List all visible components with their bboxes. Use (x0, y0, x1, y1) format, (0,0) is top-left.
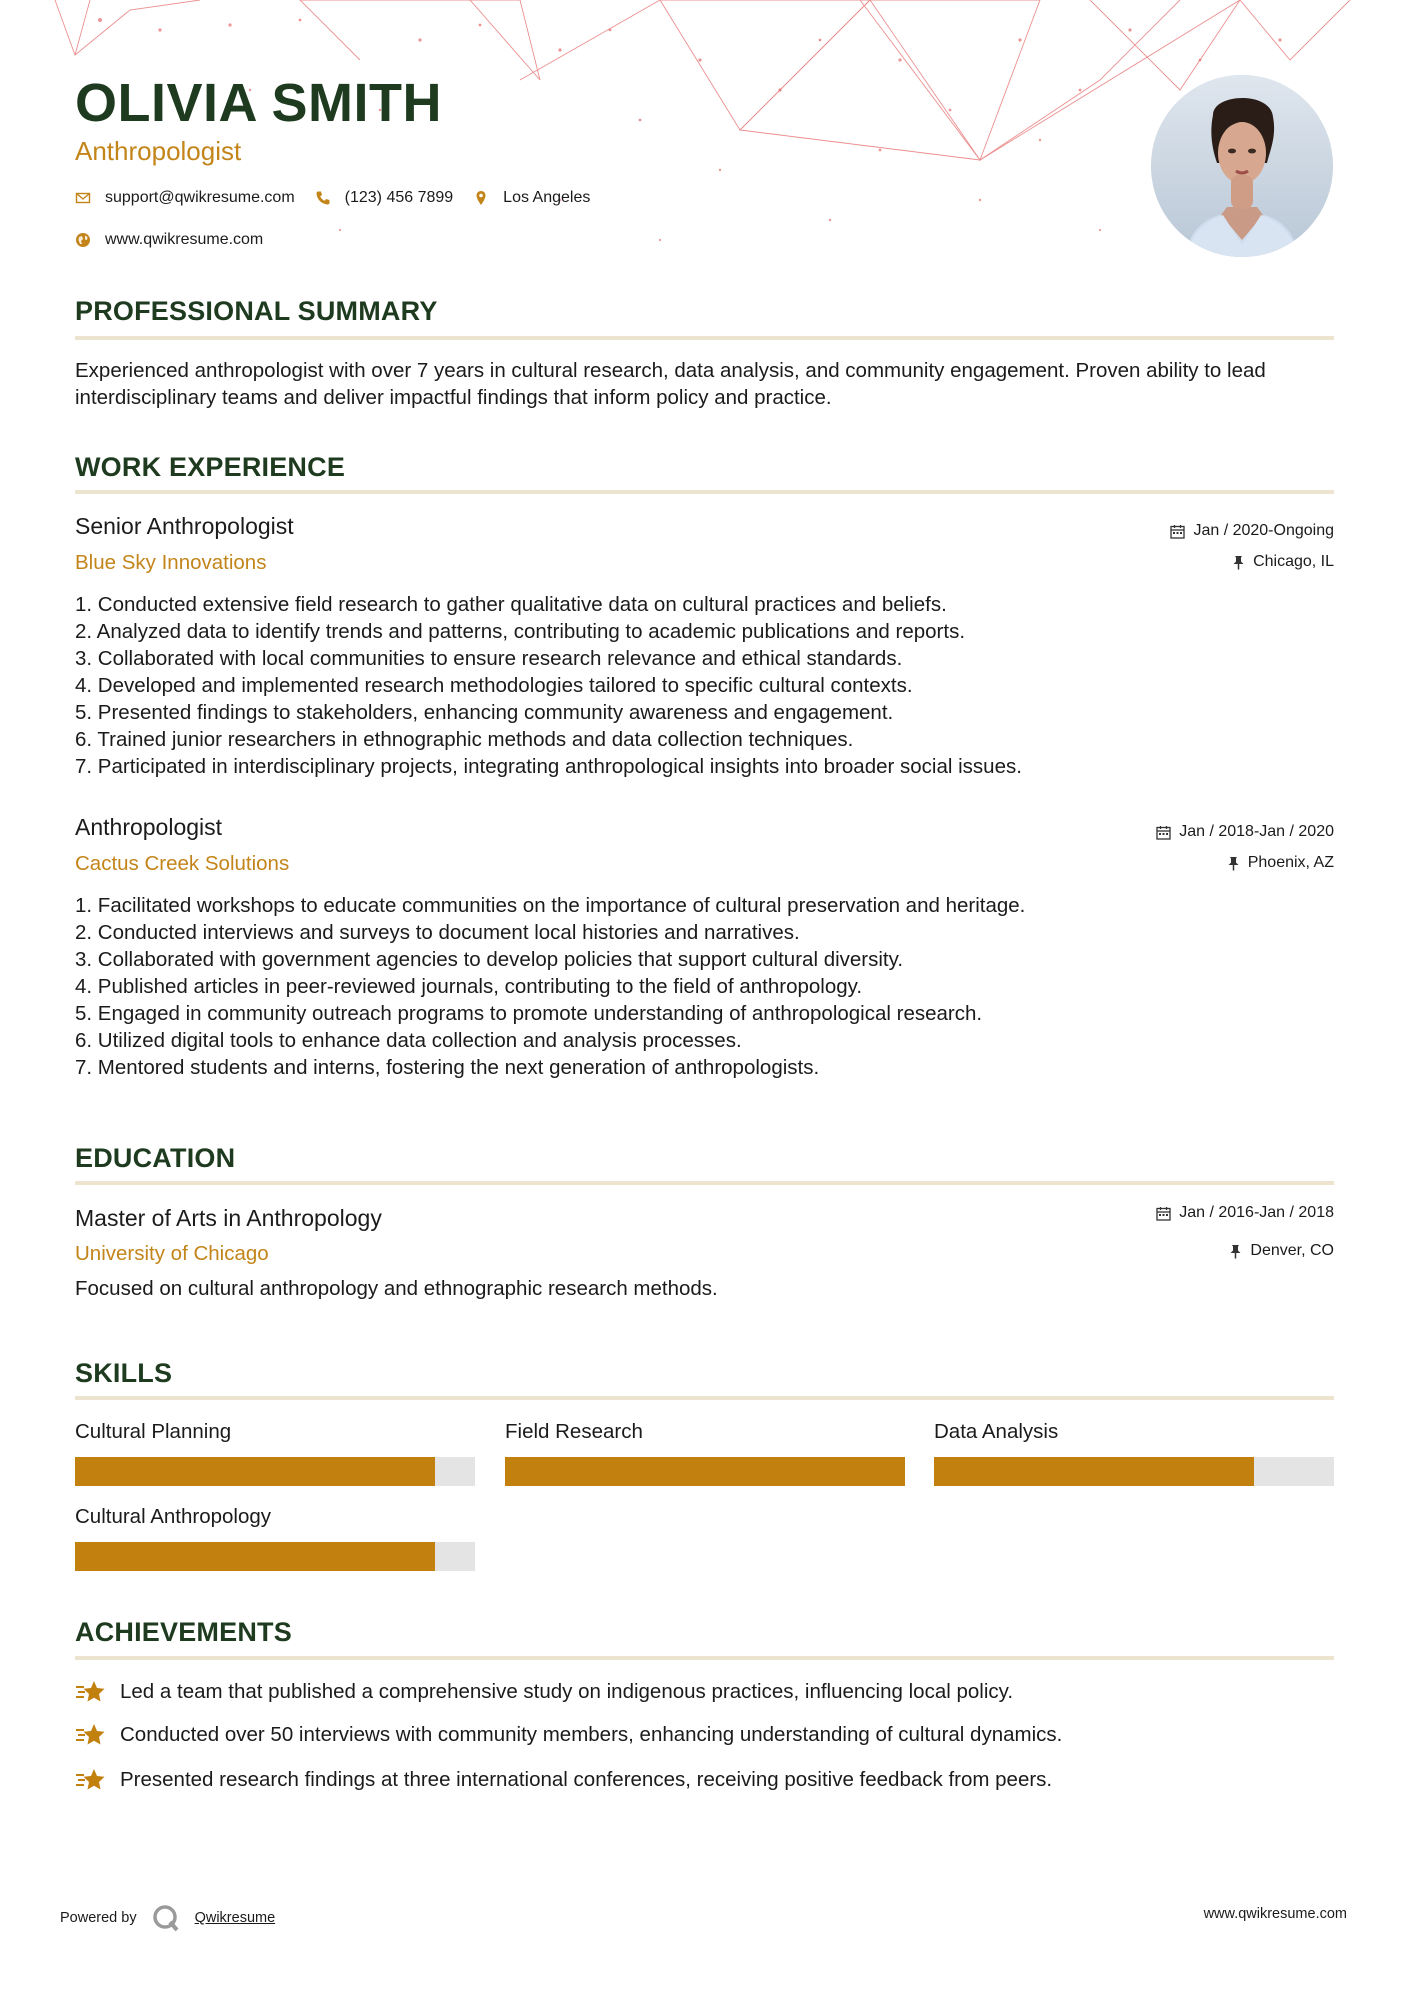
website-item[interactable] (75, 231, 263, 249)
skill-bar-track (75, 1542, 475, 1571)
skill-bar-fill (75, 1542, 435, 1571)
calendar-icon (1170, 524, 1185, 539)
school-name: University of Chicago (75, 1242, 269, 1265)
list-item: 7. Mentored students and interns, fostering the next generation of anthropologists. (75, 1056, 820, 1079)
list-item: 3. Collaborated with government agencies to develop policies that support cultural diversity. (75, 948, 904, 971)
candidate-name: OLIVIA SMITH (75, 73, 442, 133)
list-item: 6. Utilized digital tools to enhance data collection and analysis processes. (75, 1029, 742, 1052)
calendar-icon (1156, 1206, 1171, 1221)
experience-divider (75, 490, 1334, 494)
qwikresume-logo-icon (151, 1903, 181, 1933)
job-dates-text: Jan / 2018-Jan / 2020 (1179, 823, 1334, 840)
summary-heading: PROFESSIONAL SUMMARY (75, 296, 438, 326)
footer-branding (60, 1903, 275, 1933)
contact-row-primary (75, 189, 590, 207)
list-item: 5. Engaged in community outreach programs to promote understanding of anthropological research. (75, 1002, 983, 1025)
education-dates (1156, 1204, 1334, 1222)
skill-label: Field Research (505, 1420, 643, 1443)
skill-bar-track (934, 1457, 1334, 1486)
pushpin-icon (1229, 1244, 1242, 1259)
job-dates-text: Jan / 2020-Ongoing (1193, 522, 1334, 539)
job-company: Cactus Creek Solutions (75, 852, 290, 875)
footer-website[interactable]: www.qwikresume.com (1203, 1906, 1347, 1922)
achievement-text: Conducted over 50 interviews with community members, enhancing understanding of cultural dynamics. (120, 1723, 1063, 1746)
phone-text: (123) 456 7899 (344, 189, 454, 206)
list-item: 4. Developed and implemented research methodologies tailored to specific cultural contexts. (75, 674, 913, 697)
location-item (473, 189, 590, 207)
achievement-text: Presented research findings at three international conferences, receiving positive feedback from peers. (120, 1768, 1053, 1791)
star-award-icon (75, 1721, 106, 1749)
degree-title: Master of Arts in Anthropology (75, 1205, 382, 1231)
skill-label: Cultural Anthropology (75, 1505, 272, 1528)
education-location-text: Denver, CO (1250, 1242, 1334, 1259)
education-location (1229, 1242, 1334, 1260)
pushpin-icon (1232, 555, 1245, 570)
skill-bar-fill (934, 1457, 1254, 1486)
website-text: www.qwikresume.com (105, 231, 264, 248)
skill-label: Cultural Planning (75, 1420, 232, 1443)
achievements-heading: ACHIEVEMENTS (75, 1617, 292, 1647)
skill-bar-track (75, 1457, 475, 1486)
globe-icon (75, 232, 91, 248)
job-responsibilities (75, 892, 1335, 1081)
summary-divider (75, 336, 1334, 340)
education-description: Focused on cultural anthropology and ethnographic research methods. (75, 1277, 718, 1300)
achievement-item (75, 1766, 1052, 1794)
email-item[interactable] (75, 189, 295, 207)
portrait-illustration (1151, 75, 1333, 257)
list-item: 4. Published articles in peer-reviewed journals, contributing to the field of anthropology. (75, 975, 863, 998)
job-responsibilities (75, 591, 1335, 780)
education-dates-text: Jan / 2016-Jan / 2018 (1179, 1204, 1334, 1221)
experience-heading: WORK EXPERIENCE (75, 452, 346, 482)
skill-bar-fill (75, 1457, 435, 1486)
skill-bar-track (505, 1457, 905, 1486)
achievement-item (75, 1678, 1013, 1706)
job-location-text: Chicago, IL (1253, 553, 1334, 570)
job-location (1227, 854, 1334, 872)
job-title: Senior Anthropologist (75, 513, 294, 539)
pushpin-icon (1227, 856, 1240, 871)
education-divider (75, 1181, 1334, 1185)
education-heading: EDUCATION (75, 1143, 236, 1173)
list-item: 5. Presented findings to stakeholders, enhancing community awareness and engagement. (75, 701, 894, 724)
map-pin-icon (473, 190, 489, 206)
skill-label: Data Analysis (934, 1420, 1059, 1443)
list-item: 3. Collaborated with local communities to ensure research relevance and ethical standards. (75, 647, 903, 670)
job-dates (1156, 823, 1334, 841)
skills-divider (75, 1396, 1334, 1400)
job-location (1232, 553, 1334, 571)
phone-icon (315, 190, 331, 206)
candidate-role: Anthropologist (75, 136, 242, 166)
qwikresume-link[interactable]: Qwikresume (194, 1910, 276, 1926)
achievement-text: Led a team that published a comprehensive study on indigenous practices, influencing local policy. (120, 1680, 1014, 1703)
achievements-divider (75, 1656, 1334, 1660)
list-item: 6. Trained junior researchers in ethnographic methods and data collection techniques. (75, 728, 854, 751)
star-award-icon (75, 1678, 106, 1706)
job-title: Anthropologist (75, 814, 223, 840)
job-dates (1170, 522, 1334, 540)
calendar-icon (1156, 825, 1171, 840)
star-award-icon (75, 1766, 106, 1794)
achievement-item (75, 1721, 1062, 1749)
list-item: 2. Analyzed data to identify trends and patterns, contributing to academic publications and reports. (75, 620, 966, 643)
location-text: Los Angeles (503, 189, 591, 206)
envelope-icon (75, 190, 91, 206)
job-company: Blue Sky Innovations (75, 551, 267, 574)
list-item: 7. Participated in interdisciplinary projects, integrating anthropological insights into broader social issues. (75, 755, 1022, 778)
list-item: 1. Facilitated workshops to educate communities on the importance of cultural preservation and heritage. (75, 894, 1026, 917)
phone-item[interactable] (315, 189, 454, 207)
job-location-text: Phoenix, AZ (1247, 854, 1334, 871)
skill-bar-fill (505, 1457, 905, 1486)
profile-photo (1151, 75, 1333, 257)
list-item: 1. Conducted extensive field research to gather qualitative data on cultural practices and beliefs. (75, 593, 947, 616)
skills-heading: SKILLS (75, 1358, 173, 1388)
summary-text: Experienced anthropologist with over 7 years in cultural research, data analysis, and community engagement. Proven ability to lead interdisciplinary teams and deliver impactful findings that inform policy and practice. (75, 359, 1266, 409)
email-text: support@qwikresume.com (105, 189, 295, 206)
powered-by-label: Powered by (60, 1910, 137, 1926)
list-item: 2. Conducted interviews and surveys to document local histories and narratives. (75, 921, 800, 944)
